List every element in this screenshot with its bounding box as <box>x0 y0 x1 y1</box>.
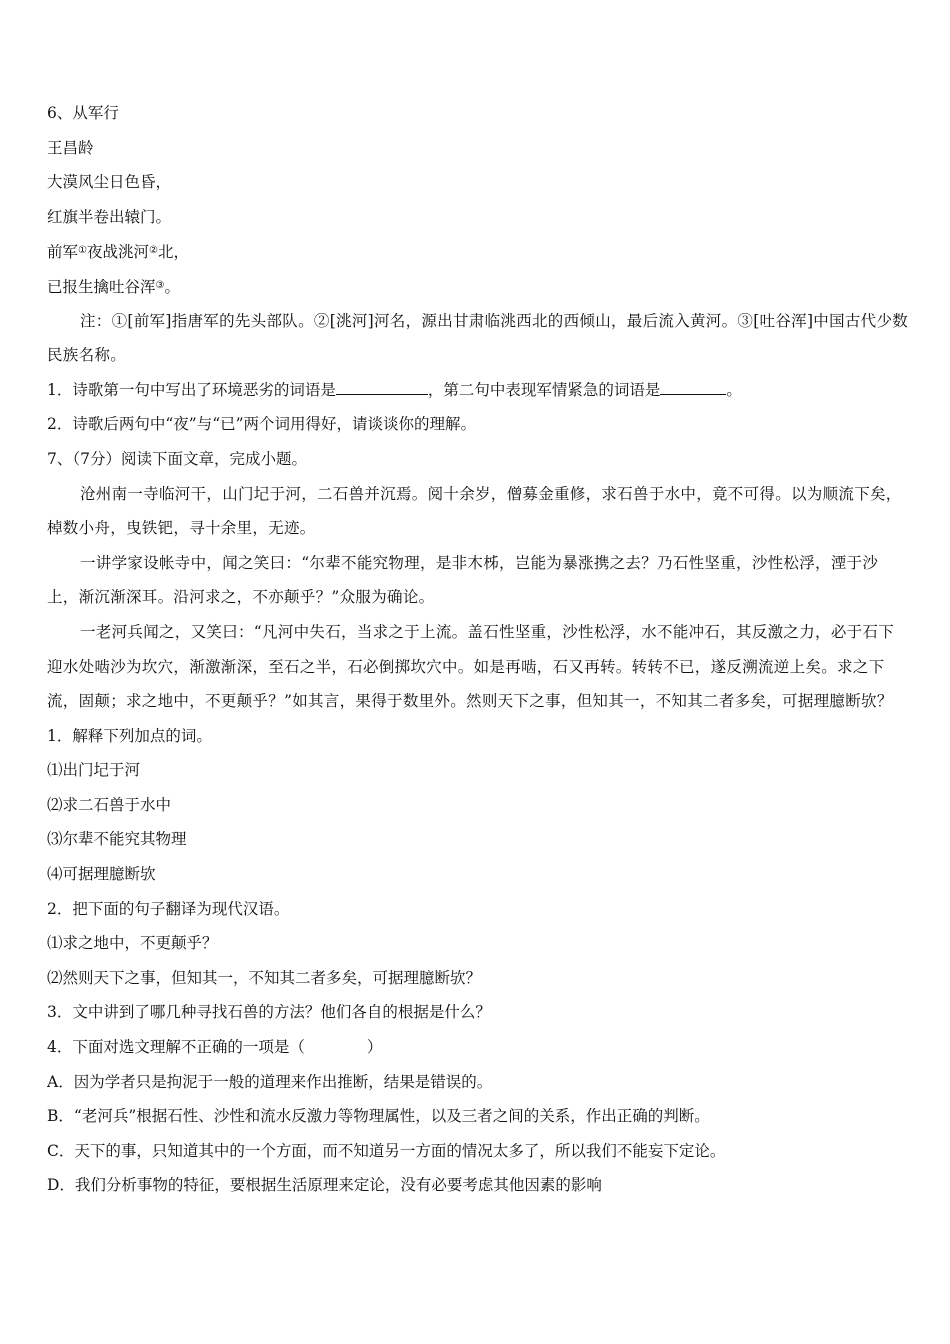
option-a: A．因为学者只是拘泥于一般的道理来作出推断，结果是错误的。 <box>47 1072 493 1091</box>
sub-4-text-a: 4．下面对选文理解不正确的一项是（ <box>47 1038 305 1057</box>
document-page <box>47 96 909 1203</box>
question-7-title: 7、（7分）阅读下面文章，完成小题。 <box>47 449 307 468</box>
question-6-sub-2: 2．诗歌后两句中“夜”与“已”两个词用得好，请谈谈你的理解。 <box>47 415 477 434</box>
passage-paragraph-3: 一老河兵闻之，又笑曰：“凡河中失石，当求之于上流。盖石性坚重，沙性松浮，水不能冲石，其反激之力，必于石下迎水处啮沙为坎穴，渐激渐深，至石之半，石必倒掷坎穴中。如是再啮，石又再转。转转不已，遂反溯流逆上矣。求之下流，固颠；求之地中，不更颠乎？”如其言，果得于数里外。然则天下之事，但知其一，不知其二者多矣，可据理臆断欤？ <box>47 622 895 711</box>
option-d: D．我们分析事物的特征，要根据生活原理来定论，没有必要考虑其他因素的影响 <box>47 1176 602 1195</box>
poem-line-1: 大漠风尘日色昏， <box>47 173 172 192</box>
poem-author: 王昌龄 <box>47 138 94 157</box>
footnote-marker-3: ③ <box>155 279 165 291</box>
poem-annotation-note: 注：①[前军]指唐军的先头部队。②[洮河]河名，源出甘肃临洮西北的西倾山，最后流入黄河。③[吐谷浑]中国古代少数民族名称。 <box>47 311 909 365</box>
word-item-1: ⑴出门圮于河 <box>47 761 141 780</box>
answer-blank-1[interactable] <box>336 382 428 395</box>
question-7-sub-1-title: 1．解释下列加点的词。 <box>47 726 212 745</box>
option-c: C．天下的事，只知道其中的一个方面，而不知道另一方面的情况太多了，所以我们不能妄下定论。 <box>47 1141 726 1160</box>
poem-line-4 <box>47 269 909 304</box>
poem-line-4-part-2: 。 <box>164 277 180 296</box>
passage-paragraph-1: 沧州南一寺临河干，山门圮于河，二石兽并沉焉。阅十余岁，僧募金重修，求石兽于水中，竟不可得。以为顺流下矣，棹数小舟，曳铁钯，寻十余里，无迹。 <box>47 484 902 538</box>
question-7-sub-3: 3．文中讲到了哪几种寻找石兽的方法？他们各自的根据是什么？ <box>47 1003 491 1022</box>
word-item-2: ⑵求二石兽于水中 <box>47 795 172 814</box>
question-7-sub-2-title: 2．把下面的句子翻译为现代汉语。 <box>47 899 290 918</box>
footnote-marker-1: ① <box>78 245 87 257</box>
footnote-marker-2: ② <box>149 245 158 257</box>
sub-4-text-b: ） <box>366 1038 383 1057</box>
option-b: B．“老河兵”根据石性、沙性和流水反激力等物理属性，以及三者之间的关系，作出正确的判断。 <box>47 1107 710 1126</box>
sub-1-text-a: 1．诗歌第一句中写出了环境恶劣的词语是 <box>47 380 336 399</box>
word-item-3: ⑶尔辈不能究其物理 <box>47 830 187 849</box>
question-7-sub-4 <box>47 1030 909 1065</box>
translate-item-1: ⑴求之地中，不更颠乎？ <box>47 934 218 953</box>
poem-line-4-part-1: 已报生擒吐谷浑 <box>47 277 156 296</box>
answer-blank-2[interactable] <box>660 382 726 395</box>
poem-line-2: 红旗半卷出辕门。 <box>47 207 172 226</box>
question-6-sub-1 <box>47 373 909 408</box>
sub-1-text-b: ，第二句中表现军情紧急的词语是 <box>427 380 661 399</box>
passage-paragraph-2: 一讲学家设帐寺中，闻之笑曰：“尔辈不能究物理，是非木柹，岂能为暴涨携之去？乃石性坚重，沙性松浮，湮于沙上，渐沉渐深耳。沿河求之，不亦颠乎？”众服为确论。 <box>47 553 879 607</box>
sub-1-text-c: 。 <box>726 380 742 399</box>
question-6-title: 6、从军行 <box>47 104 119 122</box>
poem-line-3-part-1: 前军 <box>47 243 79 262</box>
word-item-4: ⑷可据理臆断欤 <box>47 865 156 884</box>
translate-item-2: ⑵然则天下之事，但知其一，不知其二者多矣，可据理臆断欤？ <box>47 968 482 987</box>
poem-line-3-part-2: 夜战洮河 <box>86 243 149 262</box>
poem-line-3-part-3: 北， <box>157 243 189 262</box>
poem-line-3 <box>47 234 909 269</box>
